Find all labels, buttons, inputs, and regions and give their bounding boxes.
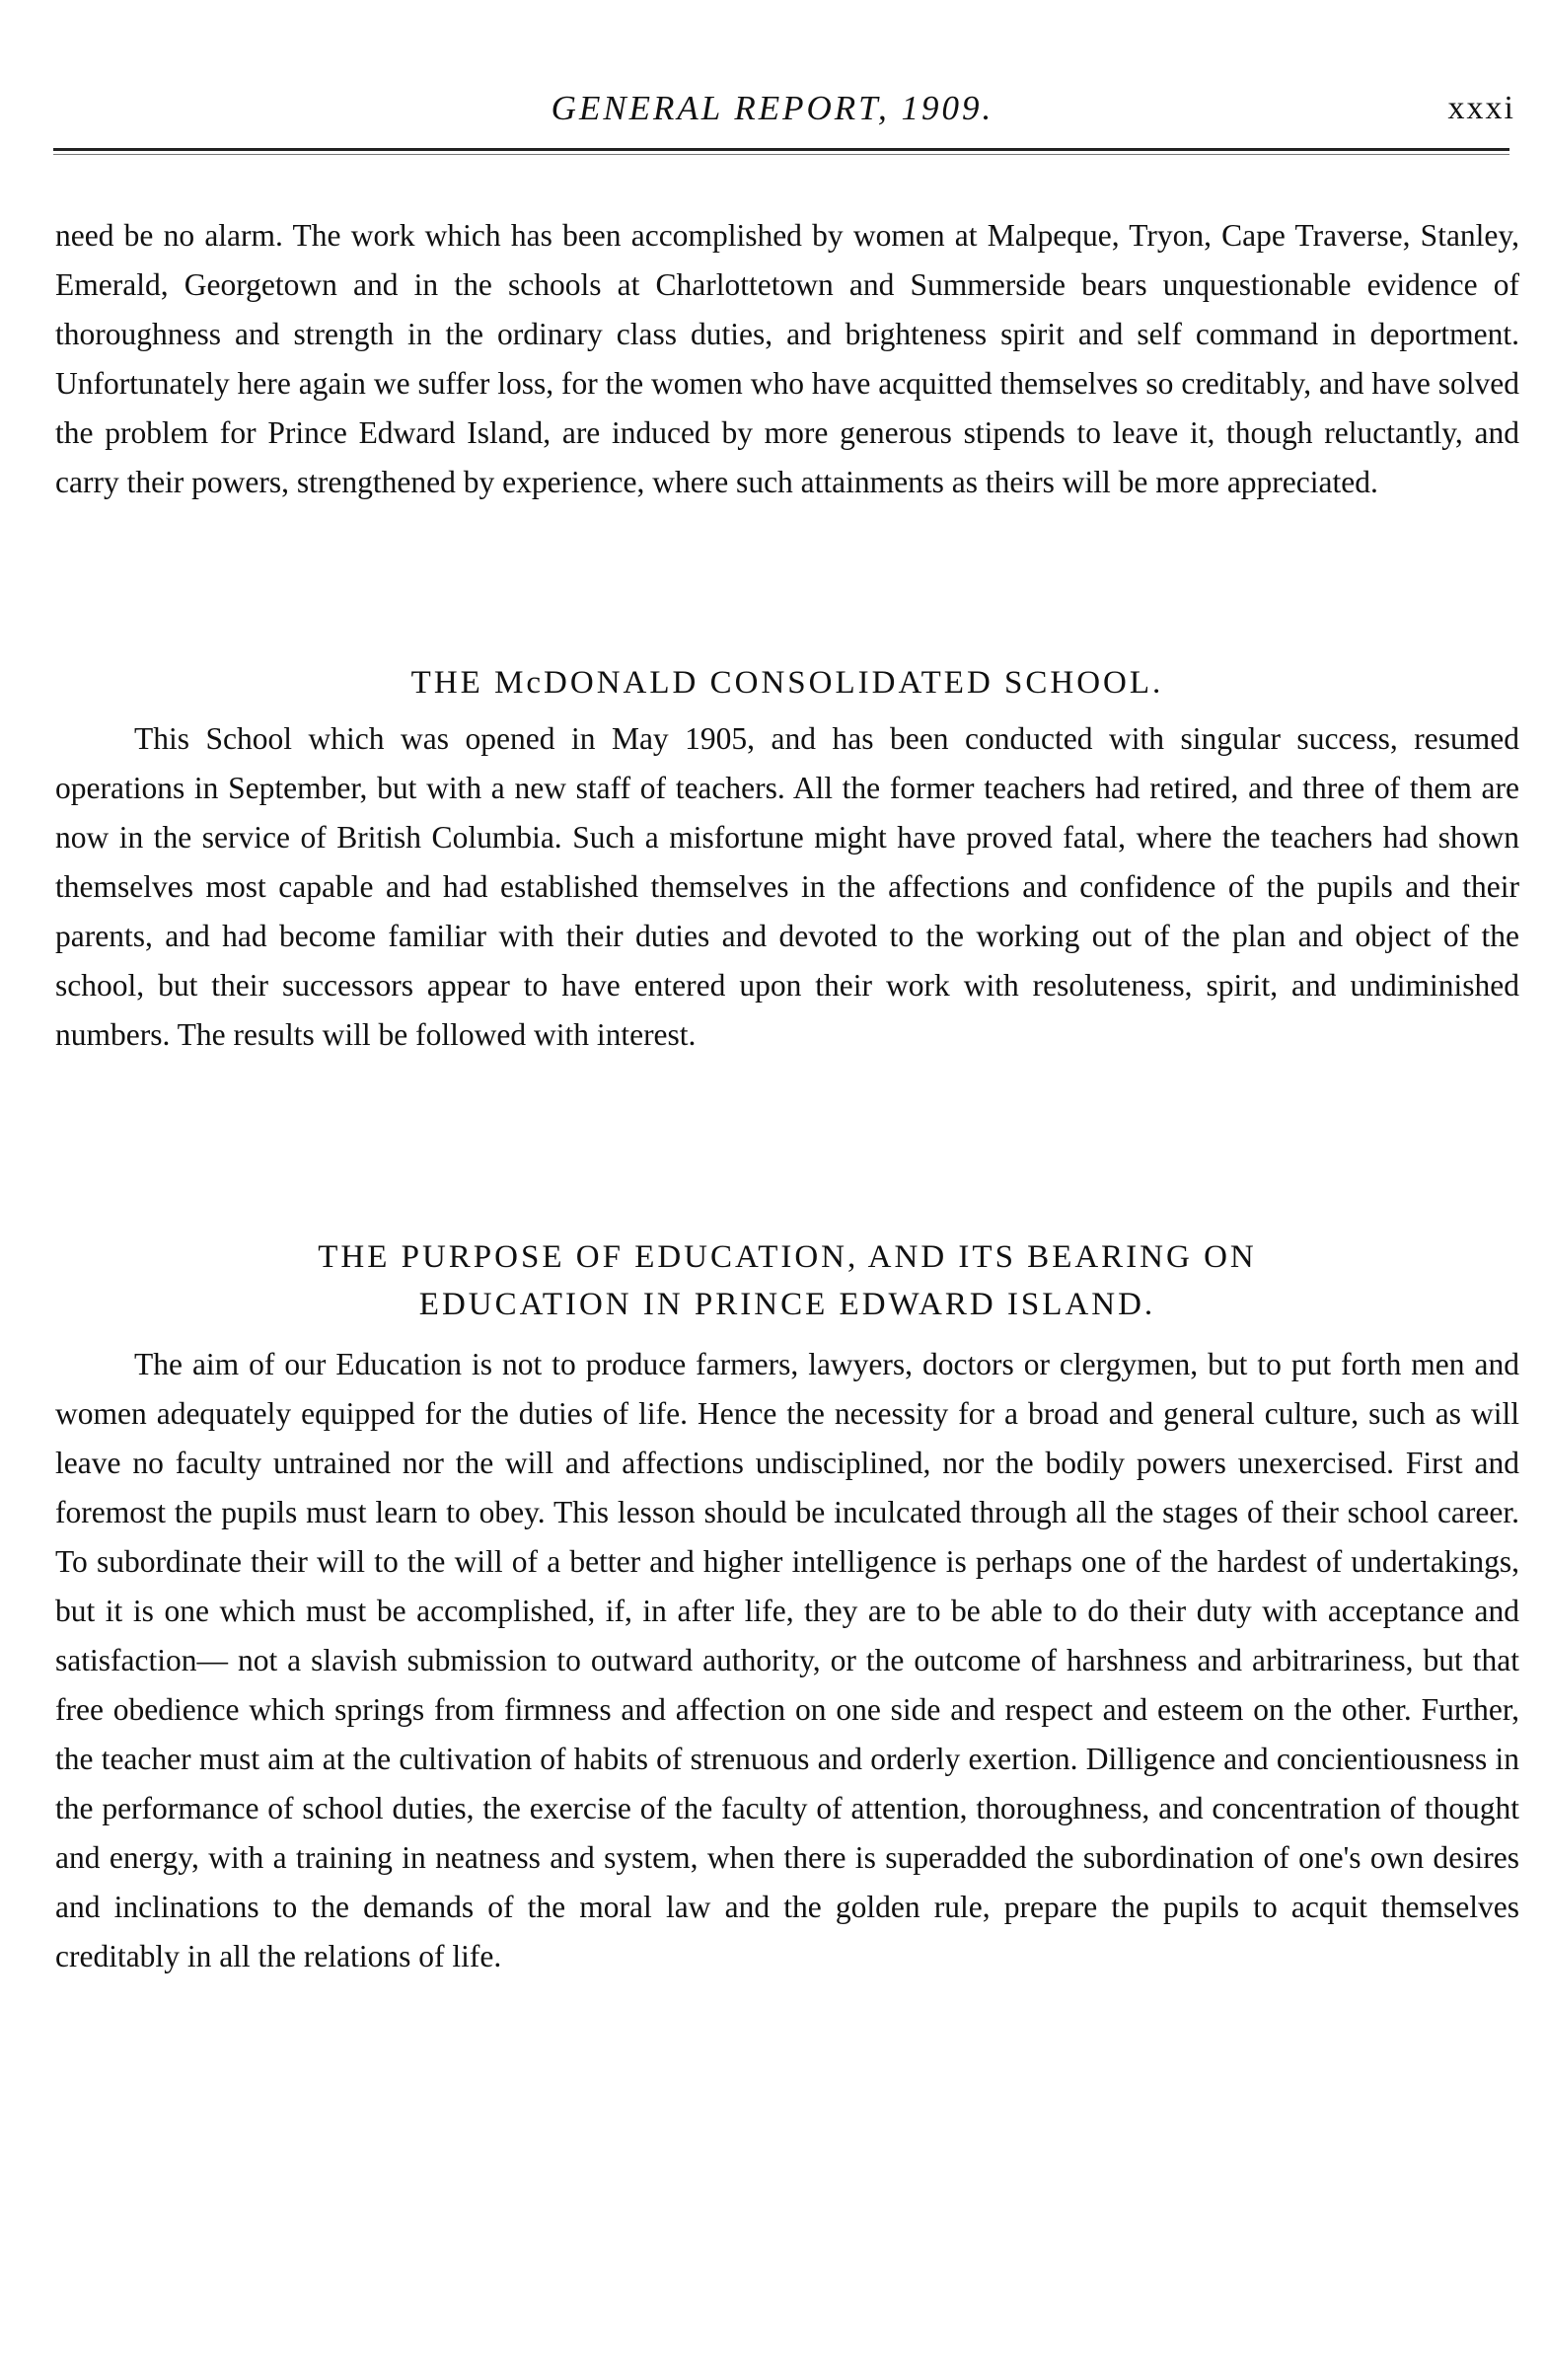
paragraph-mcdonald-school-block [55, 714, 1519, 1060]
running-head [0, 85, 1545, 132]
heading-purpose-of-education [55, 1233, 1519, 1328]
paragraph-purpose-block [55, 1340, 1519, 1981]
paragraph-purpose-of-education: The aim of our Education is not to produce farmers, lawyers, doctors or clergymen, but to put forth men and women adequately equipped for the duties of life. Hence the necessity for a broad and general culture, such as will leave no faculty untrained nor the will and affections undisciplined, nor the bodily powers unexercised. First and foremost the pupils must learn to obey. This lesson should be inculcated through all the stages of their school career. To subordinate their will to the will of a better and higher intelligence is perhaps one of the hardest of undertakings, but it is one which must be accomplished, if, in after life, they are to be able to do their duty with acceptance and satisfaction— not a slavish submission to outward authority, or the outcome of harshness and arbitrariness, but that free obedience which springs from firmness and affection on one side and respect and esteem on the other. Further, the teacher must aim at the cultivation of habits of strenuous and orderly exertion. Dilligence and concientiousness in the performance of school duties, the exercise of the faculty of attention, thoroughness, and concentration of thought and energy, with a training in neatness and system, when there is superadded the subordination of one's own desires and inclinations to the demands of the moral law and the golden rule, prepare the pupils to acquit themselves creditably in all the relations of life. [55, 1347, 1519, 1973]
heading-purpose-line-1: THE PURPOSE OF EDUCATION, AND ITS BEARING ON [318, 1239, 1257, 1275]
heading-purpose-line-2: EDUCATION IN PRINCE EDWARD ISLAND. [418, 1287, 1156, 1322]
heading-mcdonald-school: THE McDONALD CONSOLIDATED SCHOOL. [410, 665, 1164, 701]
running-title: GENERAL REPORT, 1909. [551, 89, 994, 127]
paragraph-women-teachers: need be no alarm. The work which has been accomplished by women at Malpeque, Tryon, Cape Traverse, Stanley, Emerald, Georgetown and in the schools at Charlottetown and Summerside bears unquestionable evidence of thoroughness and strength in the ordinary class duties, and brighteness spirit and self command in deportment. Unfortunately here again we suffer loss, for the women who have acquitted themselves so creditably, and have solved the problem for Prince Edward Island, are induced by more generous stipends to leave it, though reluctantly, and carry their powers, strengthened by experience, where such attainments as theirs will be more appreciated. [55, 218, 1519, 499]
header-rule [53, 148, 1509, 155]
paragraph-mcdonald-school: This School which was opened in May 1905, and has been conducted with singular success, resumed operations in September, but with a new staff of teachers. All the former teachers had retired, and three of them are now in the service of British Columbia. Such a misfortune might have proved fatal, where the teachers had shown themselves most capable and had established themselves in the affections and confidence of the pupils and their parents, and had become familiar with their duties and devoted to the working out of the plan and object of the school, but their successors appear to have entered upon their work with resoluteness, spirit, and undiminished numbers. The results will be followed with interest. [55, 721, 1519, 1052]
page-number: xxxi [1447, 90, 1515, 126]
paragraph-women-teachers-block [55, 211, 1519, 507]
